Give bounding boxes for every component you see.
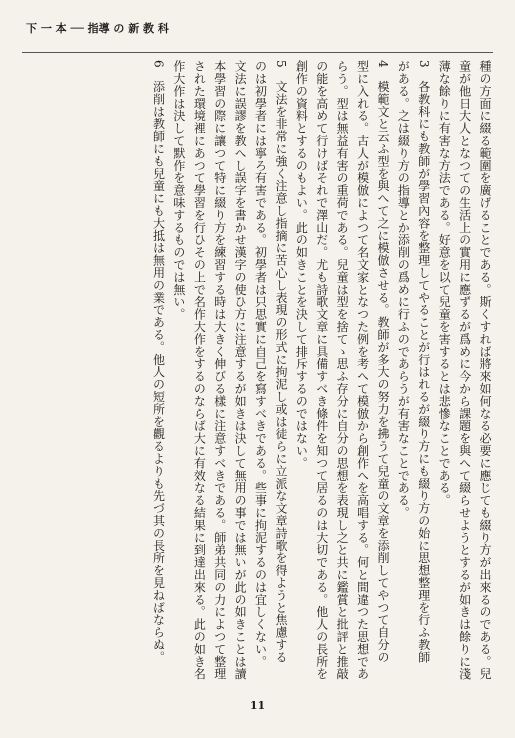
text-column: 6 添削は教師にも兒童にも大抵は無用の業である。他人の短所を觀るよりも先づ其の長所を見ねばならぬ。	[151, 60, 166, 664]
text-column: がある。之は綴り方の指導とか添削の爲めに行ふのであらうが有害なことである。	[396, 60, 411, 519]
text-column: のは初學者には寧ろ有害である。初學者は只思實に自己を寫すべきである。些事に拘泥するのは宜しくない。	[253, 60, 268, 668]
text-column: 文法に誤謬を教へし誤字を書かせ漢字の使ひ方に注意するが如きは決して無用の事では無いが此の如きことは讀	[233, 60, 248, 680]
text-column: 薄な餘りに有害な方法である。好意を以て兒童を害するとは悲慘なことである。	[437, 60, 452, 507]
text-column: された環境裡にあつて學習を行ひその上で名作大作をするのならば大に有效なる結果に到達出來る。此の如き名	[192, 60, 207, 680]
text-column: 本學習の際に讓つて特に綴り方を練習する時は大きく伸びる樣に注意すべきである。師弟共同の力によつて整理	[212, 60, 227, 680]
text-column: 創作の資料とするのもよい。此の如きことを決して排斥するのではない。	[294, 60, 309, 470]
text-column: 3 各教科にも教師が學習內容を整理してやることが行はれるが綴り方にも綴り方の始に思想整理を行ふ教師	[416, 60, 431, 664]
text-column: らう。型は無益有害の重荷である。兒童は型を捨てゝ思ふ存分に自分の思想を表現し之と共に鑑賞と批評と推敲	[335, 60, 350, 680]
header-rule	[22, 52, 493, 53]
text-column: 種の方面に綴る範圍を廣げることである。斯くすれば將來如何なる必要に應じても綴り方が出來るのである。兒	[478, 60, 492, 680]
text-column: 4 模範文と云ふ型を與へて之に模倣させる。教師が多大の努力を拂うて兒童の文章を添削してやつて自分の	[375, 60, 390, 664]
text-column: 型に入れる。古人が模倣によつて名文家となつた例を考へて模倣から創作へを高唱する。何と間違つた思想であ	[355, 60, 370, 680]
page-number: 11	[249, 699, 266, 712]
text-column: 5 文法を非常に強く注意し指摘に苦心し表現の形式に拘泥し或は徒らに立派な文章詩歌を得ようと焦慮する	[273, 60, 288, 664]
text-column: 童が他日大人となつての生活上の實用に應ずるが爲めに今から課題を與へて綴らせようとするが如きは餘りに淺	[457, 60, 472, 680]
text-column: の能を高めて行けばそれで澤山だ。尤も詩歌文章に具備すべき條件を知つて居るのは大切である。他人の長所を	[314, 60, 329, 680]
text-column: 作大作は決して默作を意味するものでは無い。	[171, 60, 186, 321]
page-header	[26, 10, 493, 48]
running-head: 下 一 本 ── 指導 の 新 教 科	[26, 22, 169, 35]
body-text	[148, 60, 495, 680]
